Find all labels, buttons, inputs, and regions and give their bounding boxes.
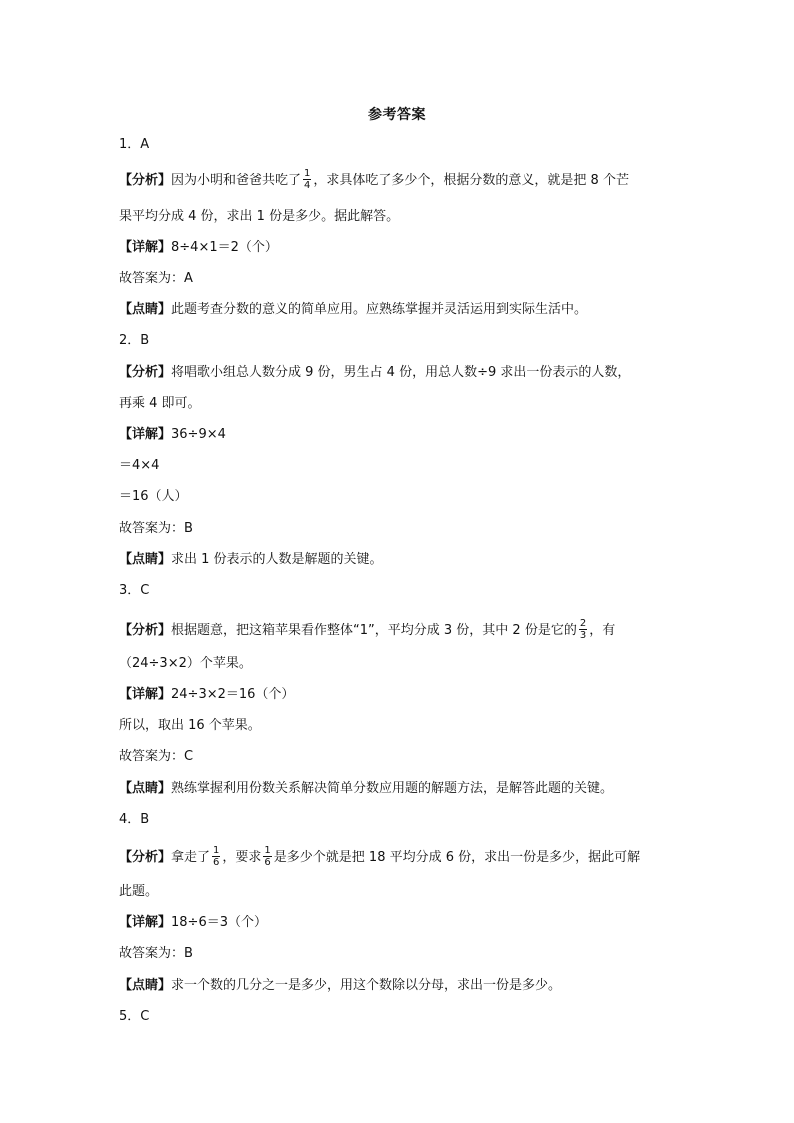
q3-analysis-line2: （24÷3×2）个苹果。 <box>119 656 252 671</box>
q2-comment-text: 求出 1 份表示的人数是解题的关键。 <box>171 552 383 567</box>
q2-answer: 故答案为：B <box>119 521 193 536</box>
q4-fraction-1-numerator: 1 <box>213 845 220 856</box>
q2-detail-step3: ＝16（人） <box>119 489 188 504</box>
page-title: 参考答案 <box>368 107 426 123</box>
q1-answer: 故答案为：A <box>119 271 193 286</box>
q2-analysis-line1 <box>119 364 679 382</box>
q3-analysis-text-a: 根据题意，把这箱苹果看作整体“1”，平均分成 3 份，其中 2 份是它的 <box>171 623 577 638</box>
q3-number: 3．C <box>119 583 150 598</box>
q4-answer: 故答案为：B <box>119 946 193 961</box>
q1-comment <box>119 301 679 319</box>
q3-analysis-text-b: ，有 <box>589 623 616 638</box>
q4-detail-tag: 【详解】 <box>119 915 172 930</box>
q2-analysis-line2: 再乘 4 即可。 <box>119 396 201 411</box>
q4-comment <box>119 977 679 995</box>
q4-number: 4．B <box>119 812 150 827</box>
q3-comment-tag: 【点睛】 <box>119 781 172 796</box>
q1-analysis-text-a: 因为小明和爸爸共吃了 <box>171 173 302 188</box>
q3-comment <box>119 780 679 798</box>
q1-comment-tag: 【点睛】 <box>119 302 172 317</box>
q4-analysis-line1 <box>119 846 679 869</box>
q2-detail-step2: ＝4×4 <box>119 458 160 473</box>
q4-analysis-text-a: 拿走了 <box>171 850 211 865</box>
q1-detail-tag: 【详解】 <box>119 240 172 255</box>
q3-fraction-denominator: 3 <box>579 630 587 641</box>
q1-number: 1．A <box>119 137 150 152</box>
q4-comment-text: 求一个数的几分之一是多少，用这个数除以分母，求出一份是多少。 <box>171 978 562 993</box>
q4-fraction-2-numerator: 1 <box>264 845 271 856</box>
q2-comment-tag: 【点睛】 <box>119 552 172 567</box>
q1-comment-text: 此题考查分数的意义的简单应用。应熟练掌握并灵活运用到实际生活中。 <box>171 302 588 317</box>
q4-analysis-tag: 【分析】 <box>119 850 172 865</box>
q4-fraction-2-denominator: 6 <box>264 857 271 868</box>
q2-comment <box>119 551 679 569</box>
q3-detail-tag: 【详解】 <box>119 687 172 702</box>
q4-detail <box>119 914 679 932</box>
q3-analysis-line1 <box>119 619 679 642</box>
q1-fraction-numerator: 1 <box>304 168 311 179</box>
q1-analysis-line1 <box>119 169 679 192</box>
q1-detail <box>119 239 679 257</box>
q2-number: 2．B <box>119 333 150 348</box>
q3-detail-text: 24÷3×2＝16（个） <box>171 687 295 702</box>
q1-analysis-text-b: ，求具体吃了多少个，根据分数的意义，就是把 8 个芒 <box>313 173 629 188</box>
q4-analysis-line2: 此题。 <box>119 884 159 899</box>
q4-fraction-2 <box>263 845 271 868</box>
q1-fraction <box>303 168 311 191</box>
q2-detail <box>119 426 679 444</box>
q4-comment-tag: 【点睛】 <box>119 978 172 993</box>
q1-analysis-tag: 【分析】 <box>119 173 172 188</box>
q1-fraction-denominator: 4 <box>304 180 311 191</box>
q1-analysis-line2: 果平均分成 4 份，求出 1 份是多少。据此解答。 <box>119 209 400 224</box>
q3-fraction <box>579 618 587 641</box>
q5-number: 5．C <box>119 1009 150 1024</box>
q4-analysis-text-c: 是多少个就是把 18 平均分成 6 份，求出一份是多少，据此可解 <box>273 850 641 865</box>
q4-fraction-1-denominator: 6 <box>213 857 220 868</box>
q3-detail <box>119 686 679 704</box>
q4-analysis-text-b: ，要求 <box>222 850 262 865</box>
q2-analysis-tag: 【分析】 <box>119 365 172 380</box>
q3-answer: 故答案为：C <box>119 749 194 764</box>
q3-fraction-numerator: 2 <box>579 618 587 629</box>
q2-detail-text: 36÷9×4 <box>171 427 226 442</box>
q3-analysis-tag: 【分析】 <box>119 623 172 638</box>
q3-comment-text: 熟练掌握利用份数关系解决简单分数应用题的解题方法，是解答此题的关键。 <box>171 781 614 796</box>
q2-detail-tag: 【详解】 <box>119 427 172 442</box>
q4-fraction-1 <box>212 845 220 868</box>
q4-detail-text: 18÷6＝3（个） <box>171 915 267 930</box>
q3-conclusion: 所以，取出 16 个苹果。 <box>119 718 261 733</box>
q2-analysis-text-a: 将唱歌小组总人数分成 9 份，男生占 4 份，用总人数÷9 求出一份表示的人数， <box>171 365 631 380</box>
q1-detail-text: 8÷4×1＝2（个） <box>171 240 278 255</box>
